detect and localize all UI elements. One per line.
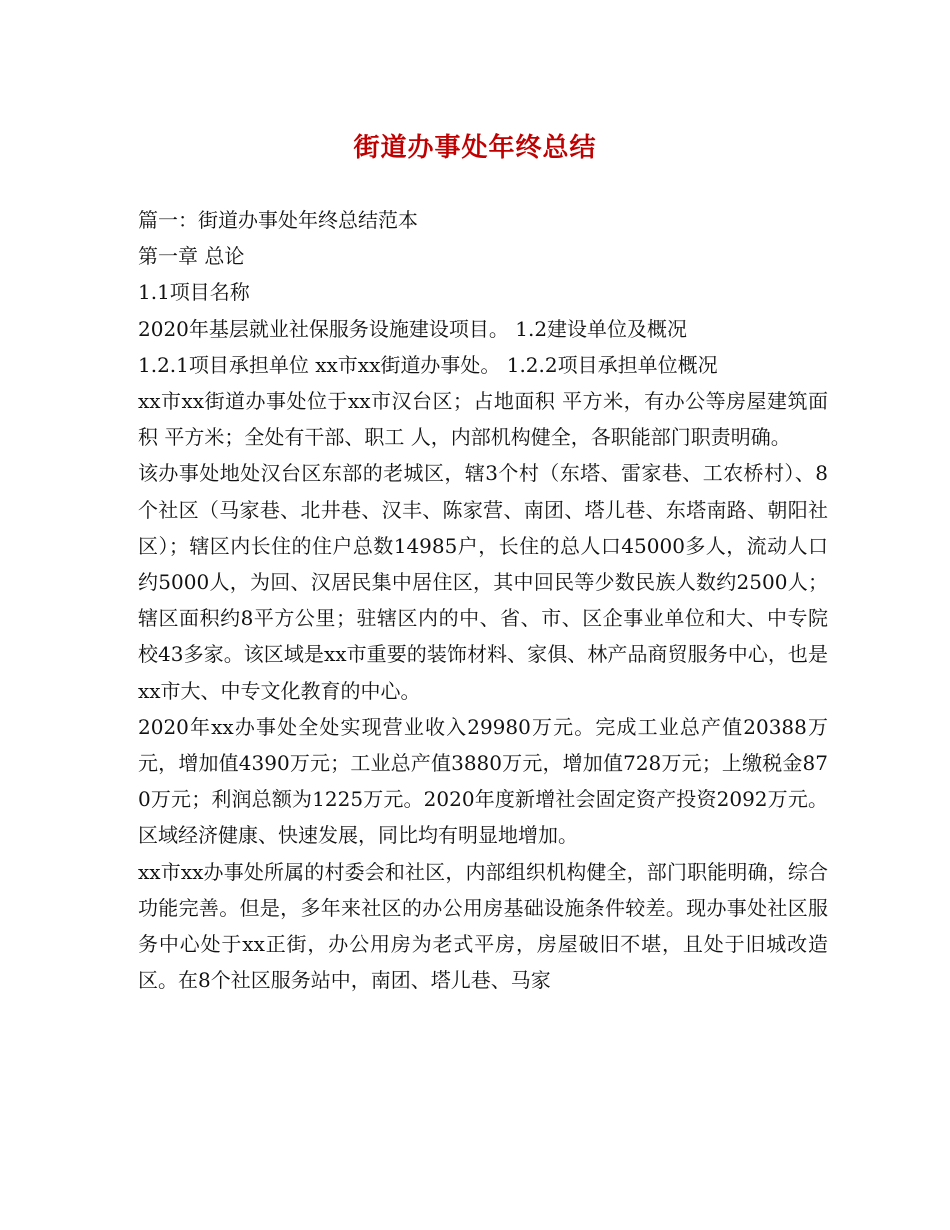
paragraph: 1.2.1项目承担单位 xx市xx街道办事处。 1.2.2项目承担单位概况 xyxy=(138,352,718,377)
document-body xyxy=(138,202,828,998)
paragraph: xx市xx办事处所属的村委会和社区，内部组织机构健全，部门职能明确，综合功能完善。但是，多年来社区的办公用房基础设施条件较差。现办事处社区服务中心处于xx正街，办公用房为老式平房，房屋破旧不堪，且处于旧城改造区。在8个社区服务站中，南团、塔儿巷、马家 xyxy=(138,859,828,993)
paragraph-item-heading: 1.1项目名称 xyxy=(138,280,250,305)
paragraph-chapter-heading: 第一章 总论 xyxy=(138,244,245,269)
paragraph-section-heading: 篇一：街道办事处年终总结范本 xyxy=(138,208,418,232)
paragraph: 2020年基层就业社保服务设施建设项目。 1.2建设单位及概况 xyxy=(138,316,688,341)
paragraph: 该办事处地处汉台区东部的老城区，辖3个村（东塔、雷家巷、工农桥村）、8个社区（马家巷、北井巷、汉丰、陈家营、南团、塔儿巷、东塔南路、朝阳社区）；辖区内长住的住户总数14985户，长住的总人口45000多人，流动人口约5000人，为回、汉居民集中居住区，其中回民等少数民族人数约2500人；辖区面积约8平方公里；驻辖区内的中、省、市、区企事业单位和大、中专院校43多家。该区域是xx市重要的装饰材料、家俱、林产品商贸服务中心，也是xx市大、中专文化教育的中心。 xyxy=(138,461,828,703)
paragraph: xx市xx街道办事处位于xx市汉台区；占地面积 平方米，有办公等房屋建筑面积 平方米；全处有干部、职工 人，内部机构健全，各职能部门职责明确。 xyxy=(138,389,828,450)
document-title: 街道办事处年终总结 xyxy=(353,133,597,163)
paragraph: 2020年xx办事处全处实现营业收入29980万元。完成工业总产值20388万元，增加值4390万元；工业总产值3880万元，增加值728万元；上缴税金870万元；利润总额为1225万元。2020年度新增社会固定资产投资2092万元。区域经济健康、快速发展，同比均有明显地增加。 xyxy=(138,714,828,848)
